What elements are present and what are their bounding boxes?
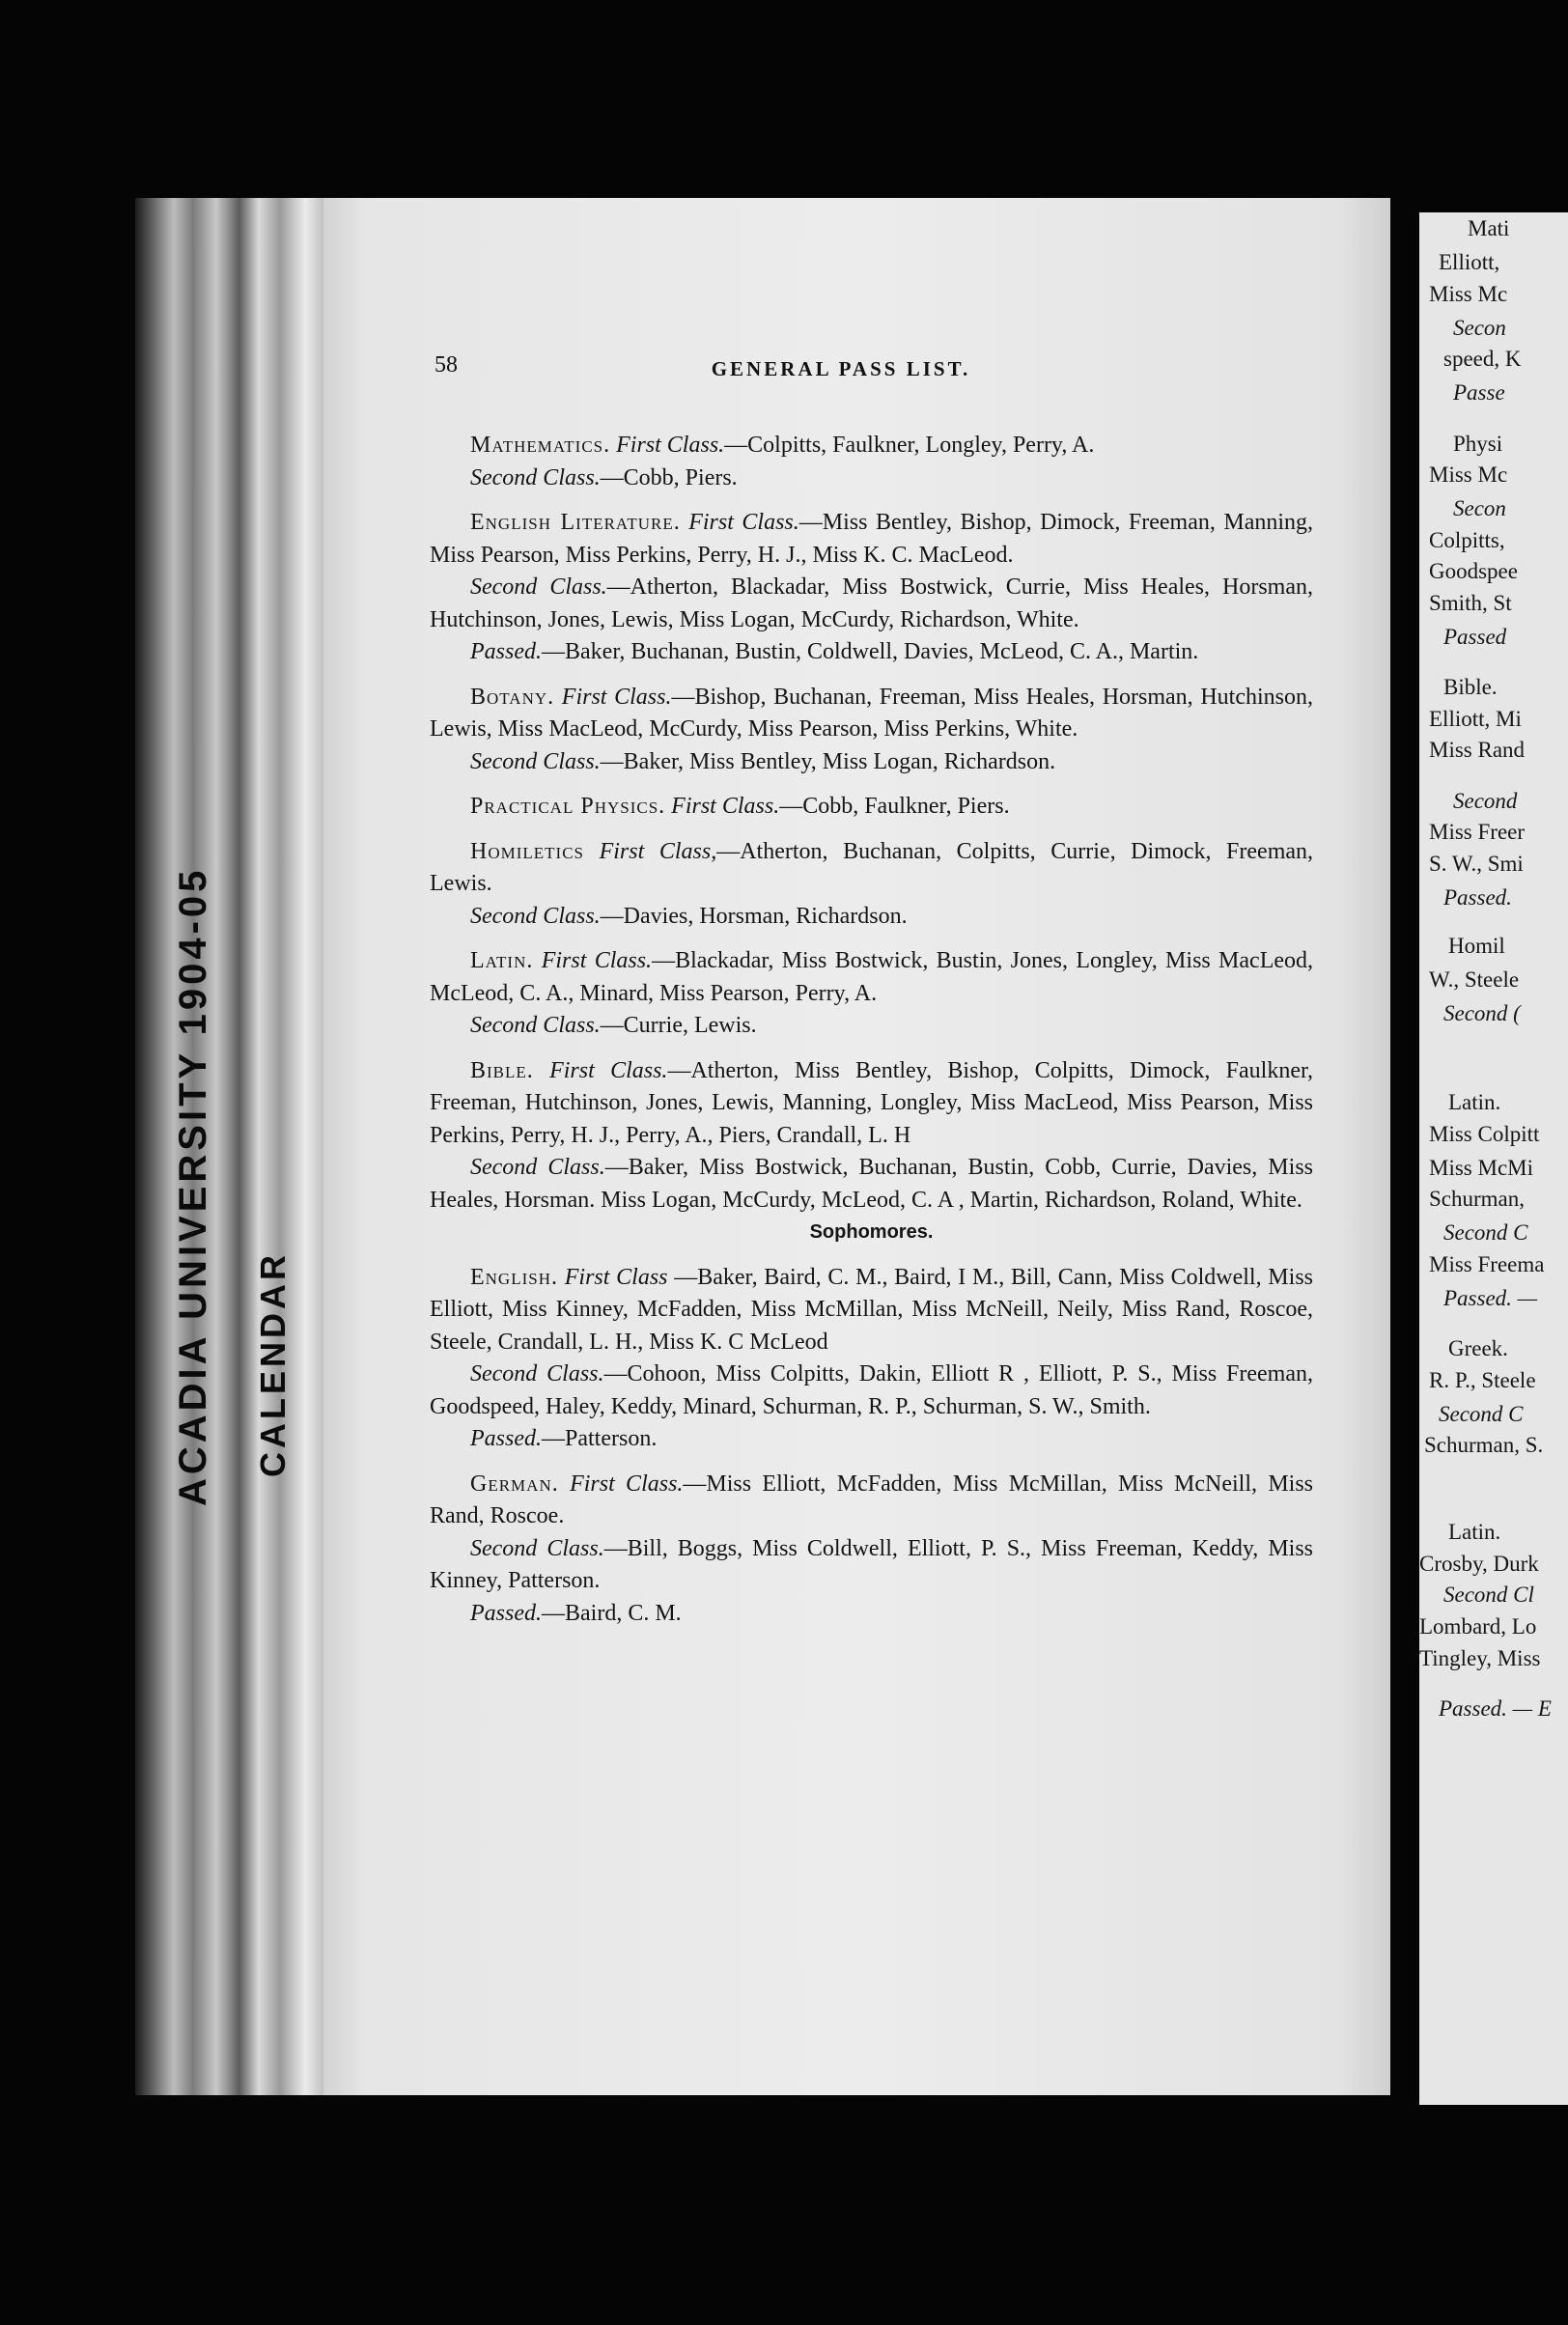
pass-entry: [430, 1469, 1313, 1533]
running-title-wrap: [0, 357, 1568, 381]
subject-heading: Mathematics.: [470, 433, 611, 458]
pass-entry: [430, 746, 1313, 779]
class-label: Second Class.: [470, 748, 601, 774]
pass-entry: [430, 1533, 1313, 1598]
pass-entry: [430, 507, 1313, 572]
class-label: First Class.: [549, 1057, 668, 1083]
pass-entry: [430, 1359, 1313, 1423]
next-page-fragment: Physi: [1453, 432, 1503, 456]
class-label: Second Class.: [470, 1361, 604, 1387]
pass-entry: [430, 636, 1313, 669]
next-page-fragment: Miss Freer: [1429, 820, 1526, 844]
next-page-fragment: Passed.: [1443, 885, 1512, 910]
pass-entry: [430, 791, 1313, 824]
next-page-fragment: Second C: [1439, 1402, 1524, 1426]
subject-heading: English Literature.: [470, 510, 681, 535]
class-names: —Davies, Horsman, Richardson.: [600, 903, 908, 929]
next-page-fragment: Second: [1453, 789, 1518, 813]
class-label: Second Class.: [470, 1013, 601, 1038]
spine-title: ACADIA UNIVERSITY 1904-05: [172, 866, 214, 1506]
class-names: —Atherton, Miss Bentley, Bishop, Colpitts, Dimock, Faulkner, Freeman, Hutchinson, Jones, Lewis, Manning, Longley, Miss MacLeod, Miss Pearson, Miss Perkins, Perry, H. J., Perry, A., Piers, Crandall, L. H: [430, 1057, 1314, 1148]
subject-heading: Homiletics: [470, 838, 584, 864]
next-page-fragment: Passed: [1443, 625, 1507, 649]
subject-heading: German.: [470, 1471, 559, 1497]
class-names: —Baker, Baird, C. M., Baird, I M., Bill, Cann, Miss Coldwell, Miss Elliott, Miss Kinney, McFadden, Miss McMillan, Miss McNeill, Neily, Miss Rand, Roscoe, Steele, Crandall, L. H., Miss K. C McLeod: [430, 1264, 1313, 1355]
next-page-fragment: Mati: [1468, 216, 1510, 240]
class-names: —Atherton, Buchanan, Colpitts, Currie, Dimock, Freeman, Lewis.: [430, 838, 1314, 896]
next-page-fragment: Passed. — E: [1439, 1696, 1552, 1721]
class-names: —Miss Bentley, Bishop, Dimock, Freeman, Manning, Miss Pearson, Miss Perkins, Perry, H. J., Miss K. C. MacLeod.: [430, 510, 1314, 568]
pass-entry: [430, 1423, 1313, 1456]
pass-entry: [430, 462, 1313, 495]
pass-entry: [430, 836, 1313, 901]
class-names: —Colpitts, Faulkner, Longley, Perry, A.: [724, 433, 1095, 458]
class-label: First Class: [564, 1264, 668, 1290]
pass-list-body: [430, 417, 1313, 1630]
pass-entry: [430, 1152, 1313, 1217]
next-page-fragment: Second Cl: [1443, 1583, 1534, 1607]
running-title: GENERAL PASS LIST.: [711, 357, 971, 380]
class-names: —Cohoon, Miss Colpitts, Dakin, Elliott R , Elliott, P. S., Miss Freeman, Goodspeed, Haley, Keddy, Minard, Schurman, R. P., Schurman, S. W., Smith.: [430, 1361, 1313, 1419]
book-spine-edge: [135, 198, 328, 2095]
class-label: Passed.: [470, 639, 542, 664]
class-label: Second Class.: [470, 903, 601, 929]
next-page-fragment: Second C: [1443, 1220, 1528, 1245]
next-page-fragment: Crosby, Durk: [1419, 1552, 1539, 1576]
next-page-fragment: Passe: [1453, 380, 1505, 405]
class-names: —Baker, Miss Bostwick, Buchanan, Bustin, Cobb, Currie, Davies, Miss Heales, Horsman. Miss Logan, McCurdy, McLeod, C. A , Martin, Richardson, Roland, White.: [430, 1155, 1313, 1213]
pass-entry: [430, 901, 1313, 934]
subject-heading: Practical Physics.: [470, 794, 666, 819]
next-page-fragment: Colpitts,: [1429, 528, 1505, 552]
pass-entry: [430, 1262, 1313, 1359]
next-page-fragment: R. P., Steele: [1429, 1368, 1536, 1392]
class-names: —Baker, Buchanan, Bustin, Coldwell, Davies, McLeod, C. A., Martin.: [542, 639, 1199, 664]
next-page-fragment: Miss Mc: [1429, 282, 1508, 306]
pass-entry: [430, 945, 1313, 1010]
class-label: First Class,: [599, 838, 717, 864]
subject-heading: Botany.: [470, 684, 555, 710]
next-page-fragment: Latin.: [1448, 1090, 1501, 1114]
subject-heading: Bible.: [470, 1057, 534, 1083]
class-label: Second Class.: [470, 574, 607, 600]
next-page-fragment: Schurman, S.: [1424, 1433, 1544, 1457]
class-label: First Class.: [671, 794, 780, 819]
next-page-fragment: Miss Colpitt: [1429, 1122, 1540, 1146]
next-page-fragment: Passed. —: [1443, 1286, 1538, 1310]
pass-entry: [430, 1055, 1313, 1153]
next-page-fragment: Tingley, Miss: [1419, 1646, 1541, 1670]
next-page-fragment: Smith, St: [1429, 591, 1512, 615]
next-page-fragment: speed, K: [1443, 347, 1522, 371]
class-label: First Class.: [561, 684, 672, 710]
next-page-fragment: Greek.: [1448, 1336, 1508, 1360]
next-page-fragment: Secon: [1453, 316, 1506, 340]
next-page-fragment: Miss Rand: [1429, 738, 1526, 762]
next-page-fragment: Miss McMi: [1429, 1156, 1533, 1180]
next-page-fragment: Secon: [1453, 496, 1506, 520]
next-page-fragment: Miss Freema: [1429, 1252, 1545, 1276]
class-names: —Blackadar, Miss Bostwick, Bustin, Jones, Longley, Miss MacLeod, McLeod, C. A., Minard, Miss Pearson, Perry, A.: [430, 948, 1314, 1006]
page-number: 58: [434, 352, 458, 378]
pass-entry: [430, 682, 1313, 746]
spine-subtitle: CALENDAR: [253, 1251, 293, 1477]
next-page-fragment: Bible.: [1443, 675, 1498, 699]
class-label: Second Class.: [470, 1535, 604, 1561]
next-page-fragment: Goodspee: [1429, 559, 1518, 583]
next-page-fragment: S. W., Smi: [1429, 852, 1524, 876]
next-page-fragment: Elliott,: [1439, 250, 1500, 274]
next-page-fragment: Homil: [1448, 934, 1505, 958]
class-label: First Class.: [616, 433, 725, 458]
next-page-fragment: Miss Mc: [1429, 462, 1508, 487]
class-label: Passed.: [470, 1426, 542, 1451]
next-page-edge: [1419, 212, 1568, 2105]
class-label: First Class.: [688, 510, 799, 535]
next-page-fragment: Elliott, Mi: [1429, 707, 1522, 731]
next-page-fragment: Second (: [1443, 1001, 1521, 1025]
next-page-fragment: W., Steele: [1429, 967, 1520, 992]
class-label: Second Class.: [470, 1155, 605, 1180]
class-names: —Bishop, Buchanan, Freeman, Miss Heales, Horsman, Hutchinson, Lewis, Miss MacLeod, McCurdy, Miss Pearson, Miss Perkins, White.: [430, 684, 1313, 742]
next-page-fragment: Schurman,: [1429, 1187, 1526, 1211]
class-label: Passed.: [470, 1600, 542, 1626]
class-names: —Cobb, Piers.: [600, 464, 738, 490]
subject-heading: Latin.: [470, 948, 534, 973]
class-label: Second Class.: [470, 464, 601, 490]
pass-entry: [430, 1010, 1313, 1043]
class-names: —Currie, Lewis.: [600, 1013, 757, 1038]
class-names: —Baird, C. M.: [542, 1600, 682, 1626]
sophomores-heading: Sophomores.: [809, 1221, 934, 1243]
pass-entry: [430, 572, 1313, 636]
pass-entry: [430, 1598, 1313, 1631]
subject-heading: English.: [470, 1264, 558, 1290]
class-names: —Cobb, Faulkner, Piers.: [779, 794, 1010, 819]
class-names: —Bill, Boggs, Miss Coldwell, Elliott, P. S., Miss Freeman, Keddy, Miss Kinney, Patterson.: [430, 1535, 1314, 1593]
class-label: First Class.: [541, 948, 653, 973]
class-names: —Baker, Miss Bentley, Miss Logan, Richardson.: [600, 748, 1056, 774]
next-page-fragment: Lombard, Lo: [1419, 1614, 1537, 1639]
next-page-fragment: Latin.: [1448, 1520, 1501, 1544]
class-label: First Class.: [570, 1471, 684, 1497]
class-names: —Atherton, Blackadar, Miss Bostwick, Currie, Miss Heales, Horsman, Hutchinson, Jones, Lewis, Miss Logan, McCurdy, Richardson, White.: [430, 574, 1313, 632]
pass-entry: [430, 430, 1313, 462]
class-names: —Miss Elliott, McFadden, Miss McMillan, Miss McNeill, Miss Rand, Roscoe.: [430, 1471, 1314, 1528]
class-names: —Patterson.: [542, 1426, 658, 1451]
